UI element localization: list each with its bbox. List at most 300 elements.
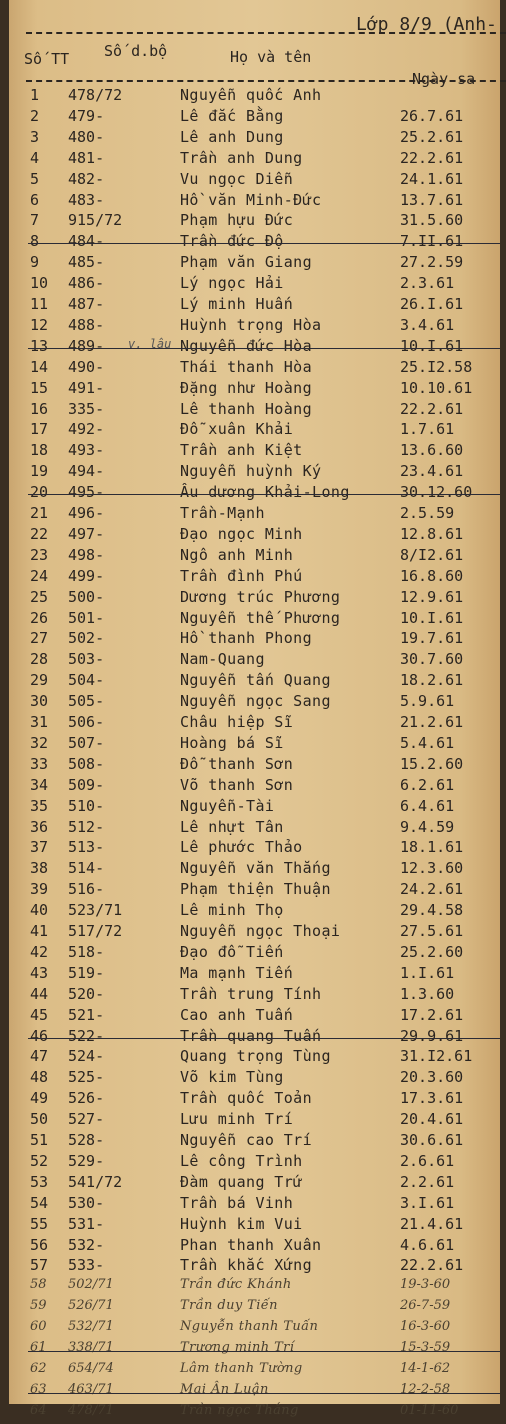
row-number: 40 — [30, 901, 49, 920]
student-name: Nguyễn tấn Quang — [180, 671, 331, 690]
registry-number: 501- — [68, 608, 105, 627]
row-number: 16 — [30, 399, 49, 418]
student-name: Nguyễn đức Hòa — [180, 336, 313, 355]
row-number: 45 — [30, 1005, 49, 1024]
registry-number: 524- — [68, 1047, 105, 1066]
birth-date: 29.9.61 — [400, 1026, 464, 1045]
student-name: Trần-Mạnh — [180, 504, 265, 522]
student-name: Nguyễn cao Trí — [180, 1131, 313, 1149]
row-number: 24 — [30, 566, 49, 585]
birth-date: 12.9.61 — [400, 587, 464, 606]
row-number: 55 — [30, 1214, 49, 1233]
registry-number: 482- — [68, 169, 105, 188]
student-name: Phan thanh Xuân — [180, 1235, 322, 1254]
student-name: Trần duy Tiến — [180, 1298, 278, 1314]
strike-through-line — [28, 348, 500, 349]
row-number: 29 — [30, 671, 49, 690]
row-number: 21 — [30, 504, 49, 522]
birth-date: 13.7.61 — [400, 190, 464, 209]
birth-date: 12.8.61 — [400, 524, 464, 543]
birth-date: 21.2.61 — [400, 713, 464, 731]
registry-number: 485- — [68, 253, 105, 272]
birth-date: 22.2.61 — [400, 148, 464, 167]
birth-date: 23.4.61 — [400, 462, 464, 481]
table-row — [8, 337, 500, 358]
birth-date: 29.4.58 — [400, 901, 464, 920]
table-row — [8, 1173, 500, 1194]
registry-number: 525- — [68, 1068, 105, 1087]
table-row — [8, 609, 500, 630]
student-name: Hồ thanh Phong — [180, 629, 313, 648]
student-name: Nguyễn văn Thắng — [180, 859, 331, 878]
birth-date: 5.4.61 — [400, 733, 455, 752]
student-name: Mai Ân Luận — [180, 1381, 269, 1397]
table-row — [8, 901, 500, 922]
row-number: 33 — [30, 754, 49, 773]
registry-number: 532/71 — [68, 1319, 114, 1335]
table-row — [8, 818, 500, 839]
student-name: Đàm quang Trứ — [180, 1172, 303, 1191]
registry-number: 483- — [68, 190, 105, 209]
registry-number: 488- — [68, 315, 105, 334]
student-name: Lê minh Thọ — [180, 901, 284, 920]
row-number: 41 — [30, 922, 49, 940]
header-rule-bottom — [26, 80, 506, 82]
birth-date: 25.I2.58 — [400, 357, 473, 376]
table-row — [8, 859, 500, 880]
registry-number: 528- — [68, 1131, 105, 1149]
registry-number: 541/72 — [68, 1172, 123, 1191]
student-name: Hồ văn Minh-Đức — [180, 190, 322, 209]
registry-number: 533- — [68, 1256, 105, 1275]
row-number: 13 — [30, 336, 49, 355]
registry-number: 522- — [68, 1026, 105, 1045]
birth-date: 20.3.60 — [400, 1068, 464, 1087]
table-row — [8, 776, 500, 797]
birth-date: 25.2.61 — [400, 127, 464, 146]
table-row — [8, 964, 500, 985]
row-number: 19 — [30, 462, 49, 481]
row-number: 20 — [30, 483, 49, 502]
student-name: Trần bá Vinh — [180, 1193, 294, 1212]
student-name: Phạm thiện Thuận — [180, 880, 331, 899]
registry-number: 519- — [68, 963, 105, 982]
registry-number: 489- — [68, 336, 105, 355]
student-name: Nguyễn thanh Tuấn — [180, 1319, 319, 1335]
student-name: Dương trúc Phương — [180, 587, 341, 606]
birth-date: 9.4.59 — [400, 817, 455, 836]
row-number: 48 — [30, 1068, 49, 1087]
registry-number: 504- — [68, 671, 105, 690]
birth-date: 6.4.61 — [400, 796, 455, 815]
row-number: 23 — [30, 545, 49, 564]
table-row — [8, 985, 500, 1006]
table-row — [8, 797, 500, 818]
table-row — [8, 191, 500, 212]
registry-number: 513- — [68, 838, 105, 857]
row-number: 7 — [30, 211, 40, 230]
header-so-danh-bo: Số d.bộ — [104, 42, 168, 60]
student-name: Nguyễn quốc Anh — [180, 86, 322, 104]
birth-date: 10.I.61 — [400, 336, 464, 355]
student-name: Vu ngọc Diễn — [180, 169, 294, 188]
student-name: Võ kim Tùng — [180, 1068, 284, 1087]
student-name: Phạm văn Giang — [180, 253, 313, 272]
birth-date: 25.2.60 — [400, 942, 464, 961]
student-name: Trần anh Dung — [180, 148, 303, 167]
birth-date: 4.6.61 — [400, 1235, 455, 1254]
row-number: 39 — [30, 880, 49, 899]
student-name: Lưu minh Trí — [180, 1110, 294, 1129]
birth-date: 3.4.61 — [400, 315, 455, 334]
birth-date: 27.5.61 — [400, 922, 464, 940]
table-row — [8, 838, 500, 859]
student-name: Trương minh Trí — [180, 1340, 295, 1355]
student-name: Cao anh Tuấn — [180, 1005, 294, 1024]
student-name: Trần quốc Toản — [180, 1089, 313, 1108]
birth-date: 7.II.61 — [400, 232, 464, 251]
student-name: Lê phước Thảo — [180, 838, 303, 857]
student-name: Lê đắc Bằng — [180, 106, 284, 125]
student-name: Âu dương Khải-Long — [180, 483, 350, 502]
registry-number: 463/71 — [68, 1381, 114, 1397]
registry-number: 529- — [68, 1151, 105, 1170]
student-name: Nam-Quang — [180, 650, 265, 669]
birth-date: 3.I.61 — [400, 1193, 455, 1212]
birth-date: 19.7.61 — [400, 629, 464, 648]
row-number: 52 — [30, 1151, 49, 1170]
strike-through-line — [28, 243, 500, 244]
student-name: Lâm thanh Tường — [180, 1360, 303, 1376]
student-name: Đặng như Hoàng — [180, 378, 313, 397]
table-row — [8, 629, 500, 650]
page-edge — [0, 0, 9, 1404]
birth-date: 31.I2.61 — [400, 1047, 473, 1066]
row-number: 64 — [30, 1402, 47, 1418]
table-row — [8, 692, 500, 713]
birth-date: 10.I.61 — [400, 608, 464, 627]
class-title: Lớp 8/9 (Anh- — [356, 14, 497, 35]
row-number: 22 — [30, 524, 49, 543]
student-name: Đạo ngọc Minh — [180, 524, 303, 543]
registry-number: 502- — [68, 629, 105, 648]
registry-number: 514- — [68, 859, 105, 878]
student-name: Trần quang Tuấn — [180, 1026, 322, 1045]
row-number: 30 — [30, 692, 49, 711]
row-number: 43 — [30, 963, 49, 982]
birth-date: 21.4.61 — [400, 1214, 464, 1233]
student-name: Châu hiệp Sĩ — [180, 713, 294, 731]
birth-date: 2.5.59 — [400, 504, 455, 522]
birth-date: 26-7-59 — [400, 1298, 451, 1314]
birth-date: 24.2.61 — [400, 880, 464, 899]
row-number: 32 — [30, 733, 49, 752]
student-name: Nguyễn ngọc Thoại — [180, 922, 341, 940]
birth-date: 12.3.60 — [400, 859, 464, 878]
table-row — [8, 1403, 500, 1424]
table-row — [8, 232, 500, 253]
student-name: Ma mạnh Tiến — [180, 963, 294, 982]
registry-number: 338/71 — [68, 1340, 114, 1355]
row-number: 14 — [30, 357, 49, 376]
table-row — [8, 274, 500, 295]
registry-number: 492- — [68, 420, 105, 439]
table-row — [8, 1215, 500, 1236]
row-number: 17 — [30, 420, 49, 439]
registry-number: 487- — [68, 295, 105, 313]
table-row — [8, 149, 500, 170]
table-row — [8, 504, 500, 525]
row-number: 3 — [30, 127, 40, 146]
table-row — [8, 1256, 500, 1277]
row-number: 61 — [30, 1340, 47, 1355]
birth-date: 17.3.61 — [400, 1089, 464, 1108]
table-row — [8, 358, 500, 379]
registry-number: 499- — [68, 566, 105, 585]
table-row — [8, 1089, 500, 1110]
row-number: 10 — [30, 274, 49, 293]
row-number: 6 — [30, 190, 40, 209]
registry-number: 479- — [68, 106, 105, 125]
student-name: Trần đức Khánh — [180, 1277, 292, 1293]
margin-note: v. lâu — [128, 336, 172, 351]
table-row — [8, 379, 500, 400]
table-row — [8, 922, 500, 943]
row-number: 26 — [30, 608, 49, 627]
row-number: 50 — [30, 1110, 49, 1129]
table-row — [8, 943, 500, 964]
row-number: 5 — [30, 169, 40, 188]
row-number: 36 — [30, 817, 49, 836]
student-name: Trần anh Kiệt — [180, 441, 303, 460]
table-row — [8, 128, 500, 149]
table-row — [8, 713, 500, 734]
registry-number: 494- — [68, 462, 105, 481]
birth-date: 2.3.61 — [400, 274, 455, 293]
row-number: 49 — [30, 1089, 49, 1108]
student-name: Đỗ xuân Khải — [180, 420, 294, 439]
header-rule-top — [26, 32, 506, 34]
registry-number: 516- — [68, 880, 105, 899]
registry-number: 486- — [68, 274, 105, 293]
table-row — [8, 107, 500, 128]
registry-number: 530- — [68, 1193, 105, 1212]
birth-date: 31.5.60 — [400, 211, 464, 230]
birth-date: 14-1-62 — [400, 1360, 451, 1376]
birth-date: 17.2.61 — [400, 1005, 464, 1024]
student-name: Lê anh Dung — [180, 127, 284, 146]
header-ho-ten: Họ và tên — [230, 48, 312, 66]
table-row — [8, 1319, 500, 1340]
registry-number: 478/72 — [68, 86, 123, 104]
table-row — [8, 1006, 500, 1027]
birth-date: 10.10.61 — [400, 378, 473, 397]
registry-number: 480- — [68, 127, 105, 146]
birth-date: 2.6.61 — [400, 1151, 455, 1170]
registry-number: 510- — [68, 796, 105, 815]
registry-number: 523/71 — [68, 901, 123, 920]
birth-date: 15-3-59 — [400, 1340, 451, 1355]
table-row — [8, 253, 500, 274]
header-ngay-sinh: Ngày sa — [412, 70, 476, 88]
row-number: 53 — [30, 1172, 49, 1191]
registry-number: 503- — [68, 650, 105, 669]
row-number: 1 — [30, 86, 40, 104]
registry-number: 335- — [68, 399, 105, 418]
registry-number: 478/71 — [68, 1402, 114, 1418]
table-row — [8, 650, 500, 671]
birth-date: 13.6.60 — [400, 441, 464, 460]
table-row — [8, 1152, 500, 1173]
row-number: 44 — [30, 984, 49, 1003]
strike-through-line — [28, 1038, 500, 1039]
registry-number: 526- — [68, 1089, 105, 1108]
table-row — [8, 483, 500, 504]
registry-number: 526/71 — [68, 1298, 114, 1314]
row-number: 37 — [30, 838, 49, 857]
row-number: 18 — [30, 441, 49, 460]
table-row — [8, 295, 500, 316]
row-number: 57 — [30, 1256, 49, 1275]
row-number: 25 — [30, 587, 49, 606]
table-row — [8, 211, 500, 232]
table-row — [8, 734, 500, 755]
birth-date: 1.3.60 — [400, 984, 455, 1003]
registry-number: 531- — [68, 1214, 105, 1233]
student-name: Trần khắc Xứng — [180, 1256, 313, 1275]
student-name: Nguyễn thế Phương — [180, 608, 341, 627]
student-name: Võ thanh Sơn — [180, 775, 294, 794]
row-number: 56 — [30, 1235, 49, 1254]
registry-number: 493- — [68, 441, 105, 460]
student-name: Phạm hựu Đức — [180, 211, 294, 230]
birth-date: 18.2.61 — [400, 671, 464, 690]
student-name: Nguyễn huỳnh Ký — [180, 462, 322, 481]
student-name: Nguyễn ngọc Sang — [180, 692, 331, 711]
row-number: 4 — [30, 148, 40, 167]
table-row — [8, 1027, 500, 1048]
table-row — [8, 1047, 500, 1068]
registry-number: 527- — [68, 1110, 105, 1129]
student-name: Huỳnh trọng Hòa — [180, 315, 322, 334]
birth-date: 6.2.61 — [400, 775, 455, 794]
birth-date: 18.1.61 — [400, 838, 464, 857]
table-row — [8, 567, 500, 588]
birth-date: 12-2-58 — [400, 1381, 451, 1397]
row-number: 27 — [30, 629, 49, 648]
registry-number: 518- — [68, 942, 105, 961]
row-number: 15 — [30, 378, 49, 397]
birth-date: 16.8.60 — [400, 566, 464, 585]
row-number: 62 — [30, 1360, 47, 1376]
birth-date: 5.9.61 — [400, 692, 455, 711]
row-number: 35 — [30, 796, 49, 815]
registry-number: 484- — [68, 232, 105, 251]
table-row — [8, 755, 500, 776]
strike-through-line — [28, 494, 500, 495]
registry-number: 915/72 — [68, 211, 123, 230]
table-row — [8, 1277, 500, 1298]
row-number: 38 — [30, 859, 49, 878]
strike-through-line — [28, 1351, 500, 1352]
table-row — [8, 420, 500, 441]
registry-number: 505- — [68, 692, 105, 711]
birth-date: 1.I.61 — [400, 963, 455, 982]
birth-date: 26.7.61 — [400, 106, 464, 125]
table-row — [8, 671, 500, 692]
birth-date: 20.4.61 — [400, 1110, 464, 1129]
row-number: 2 — [30, 106, 40, 125]
strike-through-line — [28, 1393, 500, 1394]
row-number: 9 — [30, 253, 40, 272]
registry-number: 512- — [68, 817, 105, 836]
birth-date: 27.2.59 — [400, 253, 464, 272]
registry-number: 502/71 — [68, 1277, 114, 1293]
registry-number: 517/72 — [68, 922, 123, 940]
table-row — [8, 588, 500, 609]
registry-number: 491- — [68, 378, 105, 397]
row-number: 63 — [30, 1381, 47, 1397]
student-name: Đỗ thanh Sơn — [180, 754, 294, 773]
row-number: 46 — [30, 1026, 49, 1045]
registry-number: 532- — [68, 1235, 105, 1254]
birth-date: 22.2.61 — [400, 399, 464, 418]
table-row — [8, 316, 500, 337]
student-name: Trần đình Phú — [180, 566, 303, 585]
birth-date: 22.2.61 — [400, 1256, 464, 1275]
table-row — [8, 462, 500, 483]
row-number: 28 — [30, 650, 49, 669]
table-row — [8, 1236, 500, 1257]
birth-date: 30.12.60 — [400, 483, 473, 502]
row-number: 31 — [30, 713, 49, 731]
table-row — [8, 1361, 500, 1382]
table-row — [8, 546, 500, 567]
student-name: Lý ngọc Hải — [180, 274, 284, 293]
birth-date: 8/I2.61 — [400, 545, 464, 564]
table-row — [8, 880, 500, 901]
table-row — [8, 1068, 500, 1089]
birth-date: 30.6.61 — [400, 1131, 464, 1149]
student-name: Trần ngọc Thắng — [180, 1402, 299, 1418]
birth-date: 24.1.61 — [400, 169, 464, 188]
table-row — [8, 86, 500, 107]
registry-number: 508- — [68, 754, 105, 773]
birth-date: 26.I.61 — [400, 295, 464, 313]
row-number: 8 — [30, 232, 40, 251]
registry-number: 654/74 — [68, 1360, 114, 1376]
row-number: 47 — [30, 1047, 49, 1066]
row-number: 58 — [30, 1277, 47, 1293]
birth-date: 30.7.60 — [400, 650, 464, 669]
registry-number: 521- — [68, 1005, 105, 1024]
student-name: Lý minh Huấn — [180, 295, 294, 313]
table-row — [8, 400, 500, 421]
registry-number: 497- — [68, 524, 105, 543]
birth-date: 2.2.61 — [400, 1172, 455, 1191]
registry-number: 490- — [68, 357, 105, 376]
student-name: Quang trọng Tùng — [180, 1047, 331, 1066]
row-number: 34 — [30, 775, 49, 794]
registry-number: 506- — [68, 713, 105, 731]
registry-number: 481- — [68, 148, 105, 167]
document-page — [8, 0, 500, 1418]
birth-date: 1.7.61 — [400, 420, 455, 439]
registry-number: 507- — [68, 733, 105, 752]
table-row — [8, 1194, 500, 1215]
row-number: 54 — [30, 1193, 49, 1212]
student-name: Lê nhựt Tân — [180, 817, 284, 836]
